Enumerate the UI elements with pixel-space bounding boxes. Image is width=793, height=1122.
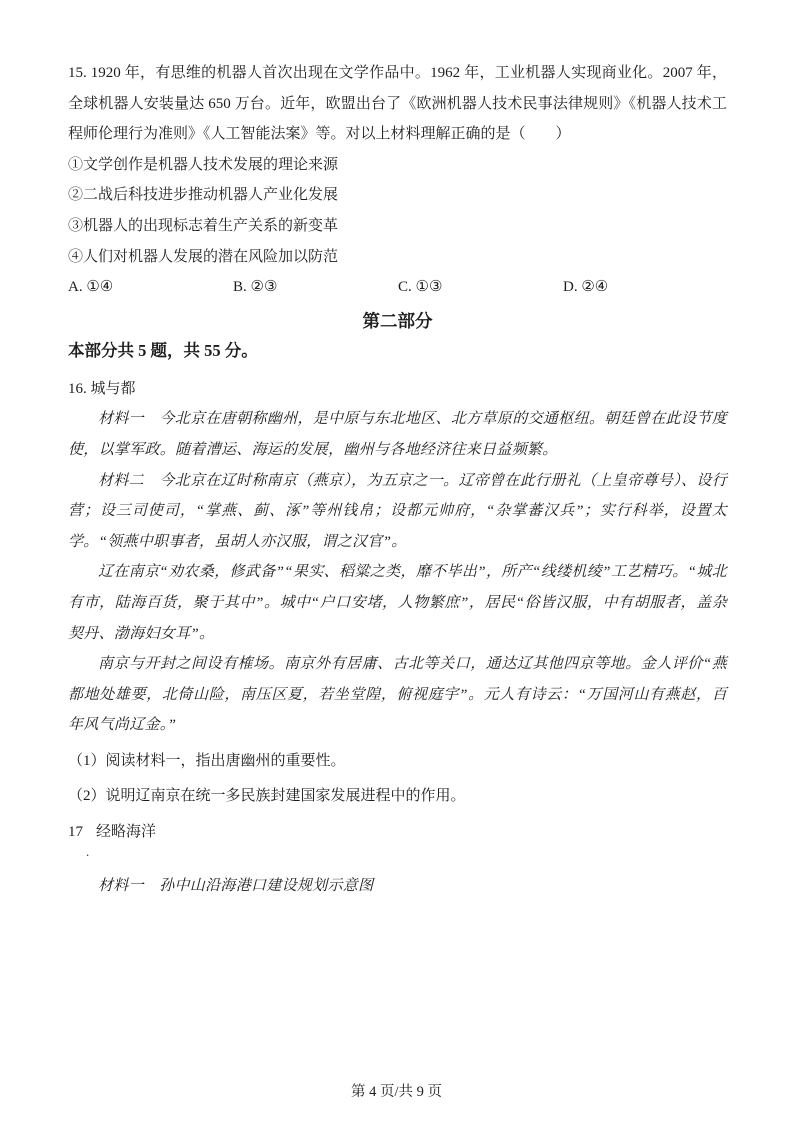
- q16-material-4: 南京与开封之间设有榷场。南京外有居庸、古北等关口，通达辽其他四京等地。金人评价“燕都地处雄要，北倚山险，南压区夏，若坐堂隍，俯视庭宇”。元人有诗云：“万国河山有燕赵，百年风气尚辽金。”: [68, 656, 727, 734]
- q15-statement-3: ③机器人的出现标志着生产关系的新变革: [68, 217, 339, 234]
- q16-material-3: 辽在南京“劝农桑，修武备”“果实、稻粱之类，靡不毕出”，所产“线缕机绫”工艺精巧。“城北有市，陆海百货，聚于其中”。城中“户口安堵，人物繁庶”，居民“俗皆汉服，中有胡服者，盖杂契丹、渤海妇女耳”。: [68, 564, 727, 642]
- q16-title: 16. 城与都: [68, 380, 136, 397]
- q17-material1-caption: 材料一 孙中山沿海港口建设规划示意图: [98, 877, 374, 894]
- q15-option-a: A. ①④: [68, 279, 114, 296]
- page-number-footer: 第 4 页/共 9 页: [350, 1084, 443, 1100]
- q15-option-b: B. ②③: [233, 279, 278, 296]
- q15-stem: 15. 1920 年，有思维的机器人首次出现在文学作品中。1962 年，工业机器人实现商业化。2007 年，全球机器人安装量达 650 万台。近年，欧盟出台了《欧洲机器人技术民事法律规则》《机器人技术工程师伦理行为准则》《人工智能法案》等。对以上材料理解正确的是（ ）: [68, 65, 727, 143]
- q15-statement-1: ①文学创作是机器人技术发展的理论来源: [68, 156, 339, 173]
- q16-material-1: 材料一 今北京在唐朝称幽州，是中原与东北地区、北方草原的交通枢纽。朝廷曾在此设节度使，以掌军政。随着漕运、海运的发展，幽州与各地经济往来日益频繁。: [68, 411, 727, 458]
- q16-subquestion-1: （1）阅读材料一，指出唐幽州的重要性。: [68, 752, 346, 769]
- page-content: [68, 58, 727, 901]
- section-two-title: 第二部分: [362, 310, 433, 331]
- q15-options-row: [68, 272, 727, 303]
- section-two-subtitle: 本部分共 5 题，共 55 分。: [68, 340, 258, 360]
- q15-option-d: D. ②④: [563, 279, 609, 296]
- q17-number: 17: [68, 824, 83, 841]
- q16-material-2: 材料二 今北京在辽时称南京（燕京），为五京之一。辽帝曾在此行册礼（上皇帝尊号）、设行营；设三司使司，“掌燕、蓟、涿”等州钱帛；设都元帅府，“杂掌蕃汉兵”；实行科举，设置太学。“领燕中职事者，虽胡人亦汉服，谓之汉官”。: [68, 472, 727, 550]
- q15-option-c: C. ①③: [398, 279, 443, 296]
- q15-statement-4: ④人们对机器人发展的潜在风险加以防范: [68, 248, 339, 265]
- q15-statement-2: ②二战后科技进步推动机器人产业化发展: [68, 187, 339, 204]
- q17-title: 经略海洋: [96, 824, 157, 841]
- q17-stray-period: .: [86, 843, 90, 859]
- q16-subquestion-2: （2）说明辽南京在统一多民族封建国家发展进程中的作用。: [68, 788, 466, 805]
- q17-title-line: [68, 817, 727, 848]
